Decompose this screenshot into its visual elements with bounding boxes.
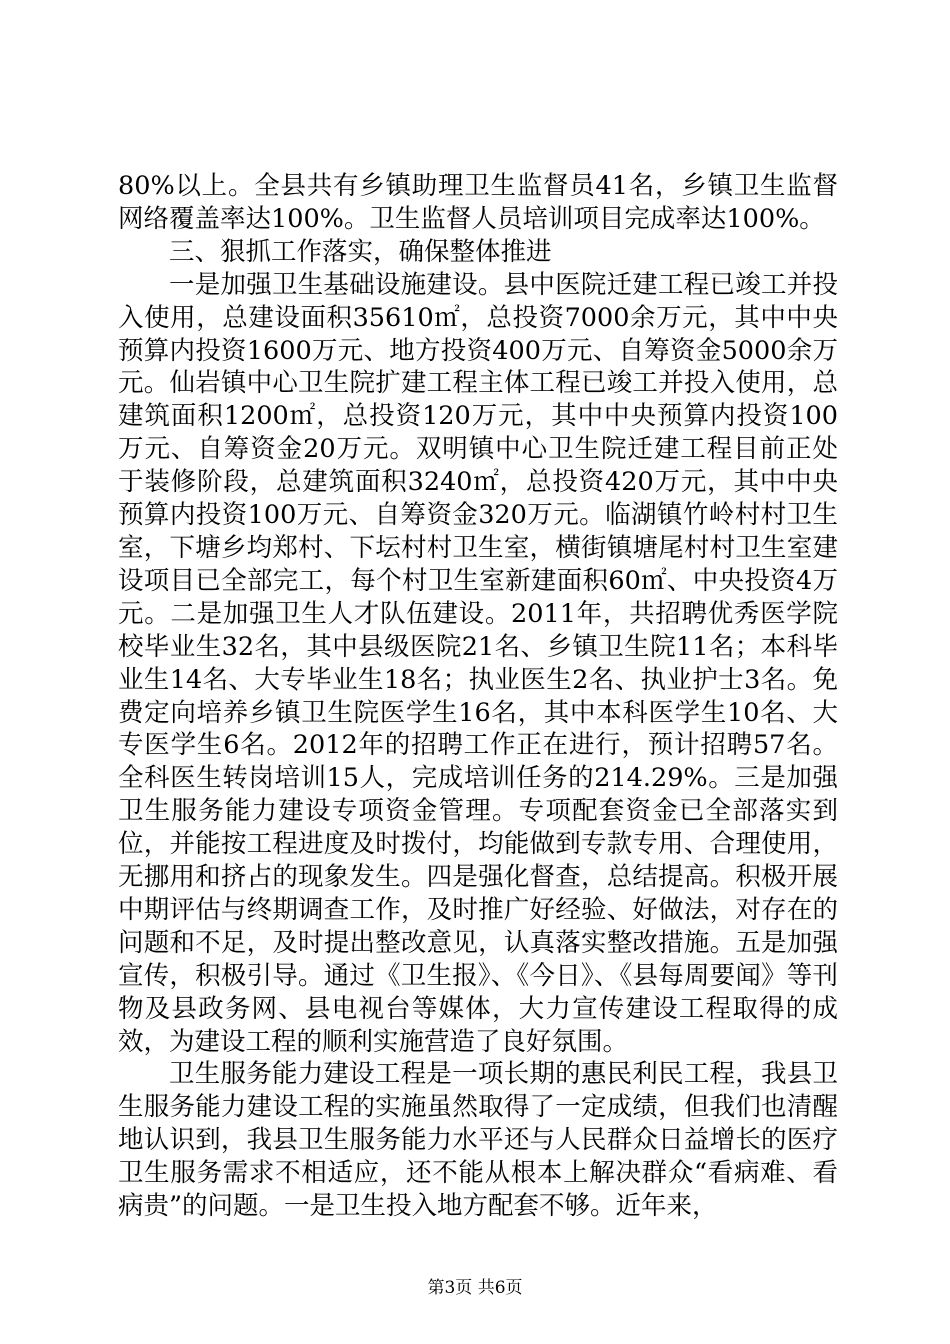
section-heading-3: 三、狠抓工作落实，确保整体推进: [169, 236, 552, 267]
document-body: [118, 170, 838, 1223]
page-number-footer: 第3页 共6页: [427, 1278, 523, 1298]
paragraph-2: 一是加强卫生基础设施建设。县中医院迁建工程已竣工并投入使用，总建设面积35610㎡，总投资7000余万元，其中中央预算内投资1600万元、地方投资400万元、自筹资金5000余万元。仙岩镇中心卫生院扩建工程主体工程已竣工并投入使用，总建筑面积1200㎡，总投资120万元，其中中央预算内投资100万元、自筹资金20万元。双明镇中心卫生院迁建工程目前正处于装修阶段，总建筑面积3240㎡，总投资420万元，其中中央预算内投资100万元、自筹资金320万元。临湖镇竹岭村村卫生室，下塘乡均郑村、下坛村村卫生室，横街镇塘尾村村卫生室建设项目已全部完工，每个村卫生室新建面积60㎡、中央投资4万元。二是加强卫生人才队伍建设。2011年，共招聘优秀医学院校毕业生32名，其中县级医院21名、乡镇卫生院11名；本科毕业生14名、大专毕业生18名；执业医生2名、执业护士3名。免费定向培养乡镇卫生院医学生16名，其中本科医学生10名、大专医学生6名。2012年的招聘工作正在进行，预计招聘57名。全科医生转岗培训15人，完成培训任务的214.29%。三是加强卫生服务能力建设专项资金管理。专项配套资金已全部落实到位，并能按工程进度及时拨付，均能做到专款专用、合理使用，无挪用和挤占的现象发生。四是强化督查，总结提高。积极开展中期评估与终期调查工作，及时推广好经验、好做法，对存在的问题和不足，及时提出整改意见，认真落实整改措施。五是加强宣传，积极引导。通过《卫生报》、《今日》、《县每周要闻》等刊物及县政务网、县电视台等媒体，大力宣传建设工程取得的成效，为建设工程的顺利实施营造了良好氛围。: [118, 269, 838, 1057]
paragraph-1: 80%以上。全县共有乡镇助理卫生监督员41名，乡镇卫生监督网络覆盖率达100%。卫生监督人员培训项目完成率达100%。: [118, 171, 838, 234]
paragraph-3: 卫生服务能力建设工程是一项长期的惠民利民工程，我县卫生服务能力建设工程的实施虽然取得了一定成绩，但我们也清醒地认识到，我县卫生服务能力水平还与人民群众日益增长的医疗卫生服务需求不相适应，还不能从根本上解决群众“看病难、看病贵”的问题。一是卫生投入地方配套不够。近年来，: [118, 1059, 838, 1222]
